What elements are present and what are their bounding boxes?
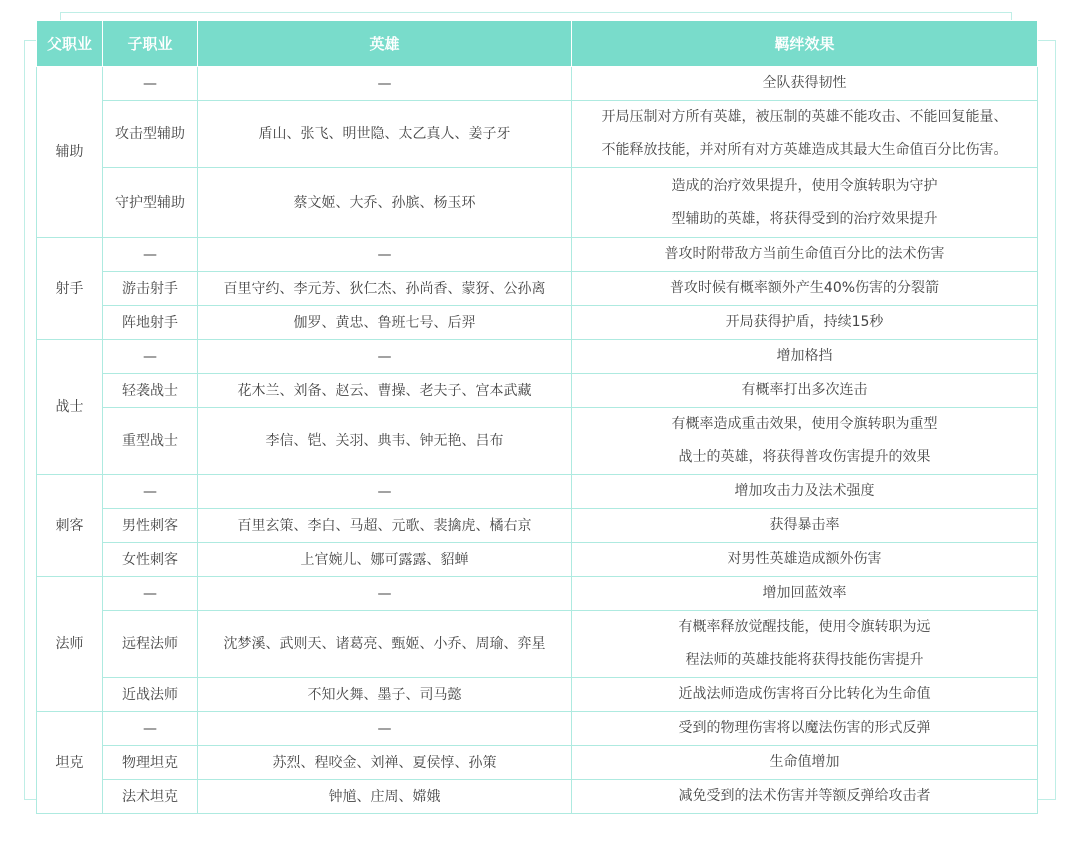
- bond-effect-cell: [572, 306, 1038, 340]
- table-row: [37, 475, 1038, 509]
- bond-effect-line: 程法师的英雄技能将获得技能伤害提升: [685, 652, 924, 668]
- bond-effect-line: 增加格挡: [776, 348, 833, 364]
- sub-class-cell: 守护型辅助: [103, 168, 198, 238]
- heroes-cell: 上官婉儿、娜可露露、貂蝉: [198, 543, 572, 577]
- heroes-cell: 不知火舞、墨子、司马懿: [198, 678, 572, 712]
- parent-class-cell: 坦克: [37, 712, 103, 814]
- heroes-cell: —: [198, 712, 572, 746]
- bond-effect-cell: [572, 408, 1038, 475]
- bond-effect-cell: [572, 746, 1038, 780]
- bond-effect-line: 有概率造成重击效果，使用令旗转职为重型: [671, 416, 938, 432]
- sub-class-cell: 近战法师: [103, 678, 198, 712]
- sub-class-cell: 重型战士: [103, 408, 198, 475]
- bond-effect-cell: [572, 509, 1038, 543]
- bond-effect-cell: [572, 101, 1038, 168]
- sub-class-cell: 男性刺客: [103, 509, 198, 543]
- heroes-cell: 蔡文姬、大乔、孙膑、杨玉环: [198, 168, 572, 238]
- bond-effect-cell: [572, 678, 1038, 712]
- bond-effect-line: 对男性英雄造成额外伤害: [727, 551, 882, 567]
- bond-effect-cell: [572, 67, 1038, 101]
- heroes-cell: 盾山、张飞、明世隐、太乙真人、姜子牙: [198, 101, 572, 168]
- table-row: [37, 101, 1038, 168]
- parent-class-cell: 辅助: [37, 67, 103, 238]
- bond-effect-line: 近战法师造成伤害将百分比转化为生命值: [678, 686, 931, 702]
- bond-effect-line: 有概率打出多次连击: [741, 382, 868, 398]
- bond-effect-line: 全队获得韧性: [762, 75, 847, 91]
- heroes-cell: —: [198, 475, 572, 509]
- header-heroes: 英雄: [198, 21, 572, 67]
- table-row: [37, 408, 1038, 475]
- sub-class-cell: 游击射手: [103, 272, 198, 306]
- table-header-row: [37, 21, 1038, 67]
- heroes-cell: 李信、铠、关羽、典韦、钟无艳、吕布: [198, 408, 572, 475]
- sub-class-cell: 物理坦克: [103, 746, 198, 780]
- table-row: [37, 306, 1038, 340]
- table-row: [37, 577, 1038, 611]
- bond-effect-line: 普攻时附带敌方当前生命值百分比的法术伤害: [664, 246, 945, 262]
- heroes-cell: 钟馗、庄周、嫦娥: [198, 780, 572, 814]
- bond-effect-line: 受到的物理伤害将以魔法伤害的形式反弹: [678, 720, 931, 736]
- table-row: [37, 780, 1038, 814]
- bond-effect-line: 生命值增加: [769, 754, 840, 770]
- table-row: [37, 374, 1038, 408]
- heroes-cell: —: [198, 577, 572, 611]
- sub-class-cell: 远程法师: [103, 611, 198, 678]
- table-row: [37, 340, 1038, 374]
- parent-class-cell: 刺客: [37, 475, 103, 577]
- parent-class-cell: 射手: [37, 238, 103, 340]
- heroes-cell: —: [198, 238, 572, 272]
- bond-effect-line: 造成的治疗效果提升，使用令旗转职为守护: [671, 177, 938, 194]
- bond-effect-line: 战士的英雄，将获得普攻伤害提升的效果: [678, 449, 931, 465]
- header-bond-effect: 羁绊效果: [572, 21, 1038, 67]
- profession-bond-table: [36, 20, 1038, 814]
- table-row: [37, 67, 1038, 101]
- heroes-cell: 苏烈、程咬金、刘禅、夏侯惇、孙策: [198, 746, 572, 780]
- bond-effect-cell: [572, 374, 1038, 408]
- bond-effect-line: 减免受到的法术伤害并等额反弹给攻击者: [678, 788, 931, 804]
- sub-class-cell: —: [103, 67, 198, 101]
- bond-effect-line: 普攻时候有概率额外产生40%伤害的分裂箭: [669, 280, 940, 296]
- header-parent-class: 父职业: [37, 21, 103, 67]
- table-row: [37, 746, 1038, 780]
- bond-effect-cell: [572, 577, 1038, 611]
- bond-effect-cell: [572, 543, 1038, 577]
- heroes-cell: 百里玄策、李白、马超、元歌、裴擒虎、橘右京: [198, 509, 572, 543]
- header-sub-class: 子职业: [103, 21, 198, 67]
- sub-class-cell: —: [103, 238, 198, 272]
- bond-effect-line: 型辅助的英雄，将获得受到的治疗效果提升: [671, 210, 938, 227]
- table-body: [37, 67, 1038, 814]
- table-row: [37, 678, 1038, 712]
- heroes-cell: —: [198, 67, 572, 101]
- table-row: [37, 543, 1038, 577]
- sub-class-cell: 女性刺客: [103, 543, 198, 577]
- bond-effect-cell: [572, 611, 1038, 678]
- sub-class-cell: 轻袭战士: [103, 374, 198, 408]
- bond-effect-cell: [572, 168, 1038, 238]
- bond-effect-cell: [572, 272, 1038, 306]
- bond-effect-line: 开局压制对方所有英雄，被压制的英雄不能攻击、不能回复能量、: [601, 109, 1008, 125]
- parent-class-cell: 法师: [37, 577, 103, 712]
- bond-effect-cell: [572, 712, 1038, 746]
- table-row: [37, 168, 1038, 238]
- table-row: [37, 611, 1038, 678]
- table-row: [37, 712, 1038, 746]
- table-row: [37, 272, 1038, 306]
- bond-effect-cell: [572, 780, 1038, 814]
- bond-effect-cell: [572, 238, 1038, 272]
- bond-effect-line: 有概率释放觉醒技能，使用令旗转职为远: [678, 619, 931, 635]
- bond-effect-line: 获得暴击率: [769, 517, 840, 533]
- heroes-cell: 花木兰、刘备、赵云、曹操、老夫子、宫本武藏: [198, 374, 572, 408]
- bond-effect-cell: [572, 340, 1038, 374]
- bond-effect-line: 开局获得护盾，持续15秒: [725, 314, 884, 330]
- bond-effect-cell: [572, 475, 1038, 509]
- heroes-cell: —: [198, 340, 572, 374]
- sub-class-cell: —: [103, 475, 198, 509]
- bond-effect-line: 增加回蓝效率: [762, 585, 847, 601]
- bond-effect-line: 增加攻击力及法术强度: [734, 483, 875, 499]
- sub-class-cell: 攻击型辅助: [103, 101, 198, 168]
- heroes-cell: 伽罗、黄忠、鲁班七号、后羿: [198, 306, 572, 340]
- bond-effect-line: 不能释放技能，并对所有对方英雄造成其最大生命值百分比伤害。: [601, 142, 1008, 158]
- heroes-cell: 沈梦溪、武则天、诸葛亮、甄姬、小乔、周瑜、弈星: [198, 611, 572, 678]
- sub-class-cell: —: [103, 577, 198, 611]
- sub-class-cell: —: [103, 340, 198, 374]
- table-row: [37, 238, 1038, 272]
- parent-class-cell: 战士: [37, 340, 103, 475]
- sub-class-cell: 阵地射手: [103, 306, 198, 340]
- sub-class-cell: 法术坦克: [103, 780, 198, 814]
- heroes-cell: 百里守约、李元芳、狄仁杰、孙尚香、蒙犽、公孙离: [198, 272, 572, 306]
- sub-class-cell: —: [103, 712, 198, 746]
- table-row: [37, 509, 1038, 543]
